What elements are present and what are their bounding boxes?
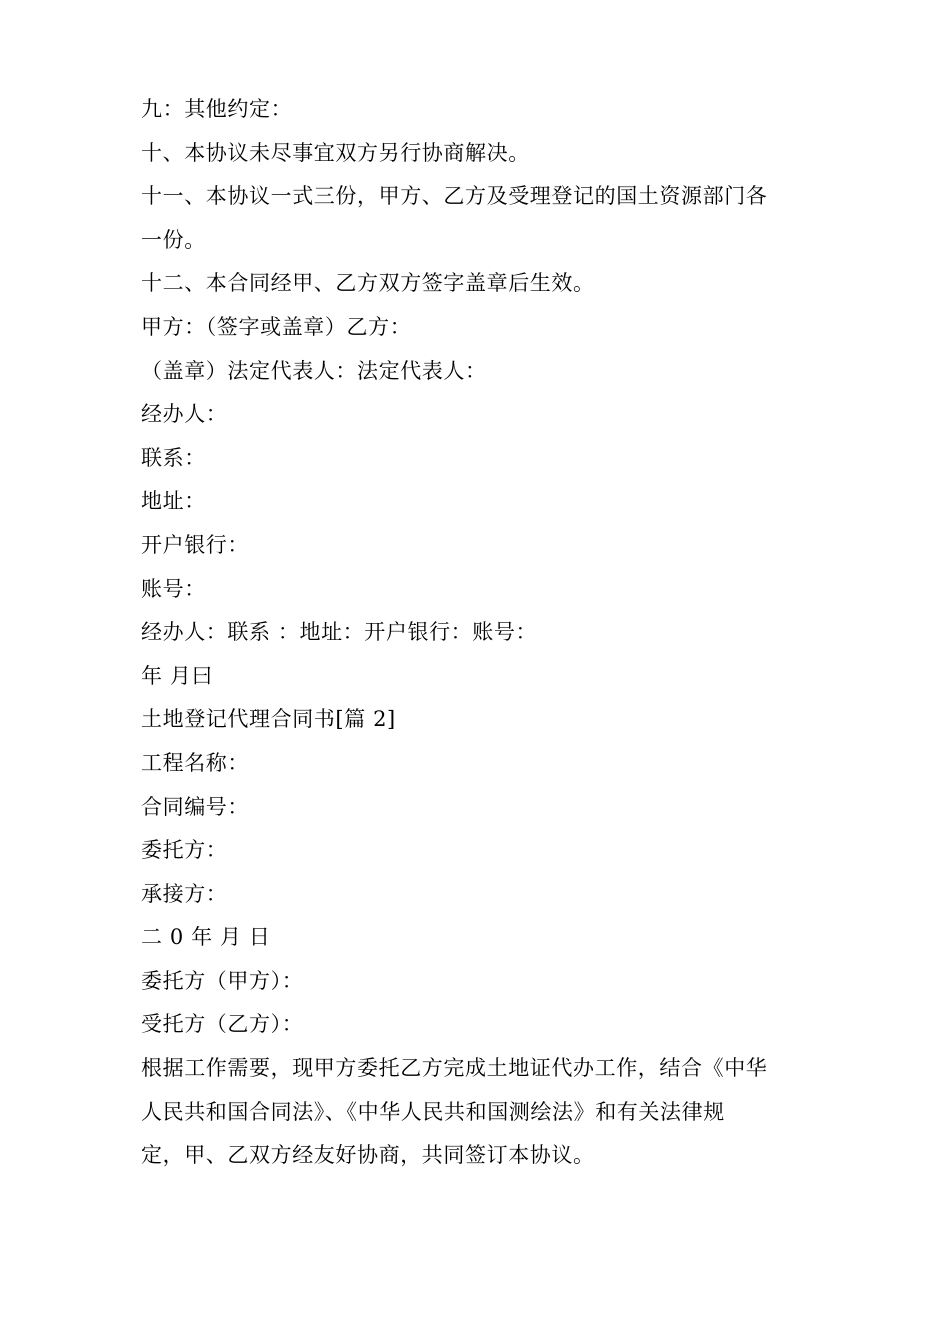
project-name-field: 工程名称： xyxy=(141,750,249,775)
clause-eleven-continued: 一份。 xyxy=(141,227,206,252)
contact-field: 联系： xyxy=(141,445,206,470)
clause-twelve: 十二、本合同经甲、乙方双方签字盖章后生效。 xyxy=(141,271,595,296)
client-field: 委托方： xyxy=(141,838,228,863)
contract-date: 二 0 年 月 日 xyxy=(141,925,271,950)
contract-number-field: 合同编号： xyxy=(141,794,249,819)
bank-field: 开户银行： xyxy=(141,532,249,557)
party-b-field: 受托方（乙方）： xyxy=(141,1012,304,1037)
party-a-field: 委托方（甲方）： xyxy=(141,968,304,993)
signature-representatives: （盖章）法定代表人：法定代表人： xyxy=(141,358,487,383)
contractor-field: 承接方： xyxy=(141,881,228,906)
preamble-line-1: 根据工作需要，现甲方委托乙方完成土地证代办工作，结合《中华 xyxy=(141,1056,768,1081)
account-field: 账号： xyxy=(141,576,206,601)
section-title: 土地登记代理合同书[篇 2] xyxy=(141,707,396,732)
clause-eleven: 十一、本协议一式三份，甲方、乙方及受理登记的国土资源部门各 xyxy=(141,184,768,209)
document-body xyxy=(141,88,801,1178)
handler-field: 经办人： xyxy=(141,402,228,427)
preamble-line-2: 人民共和国合同法》、《中华人民共和国测绘法》和有关法律规 xyxy=(141,1099,725,1124)
preamble-line-3: 定，甲、乙双方经友好协商，共同签订本协议。 xyxy=(141,1143,595,1168)
clause-nine: 九：其他约定： xyxy=(141,97,293,121)
party-b-info-fields: 经办人：联系 ：地址：开户银行：账号： xyxy=(141,620,538,645)
date-line: 年 月曰 xyxy=(141,663,214,688)
signature-parties: 甲方：（签字或盖章）乙方： xyxy=(141,314,412,339)
clause-ten: 十、本协议未尽事宜双方另行协商解决。 xyxy=(141,140,530,165)
address-field: 地址： xyxy=(141,489,206,514)
